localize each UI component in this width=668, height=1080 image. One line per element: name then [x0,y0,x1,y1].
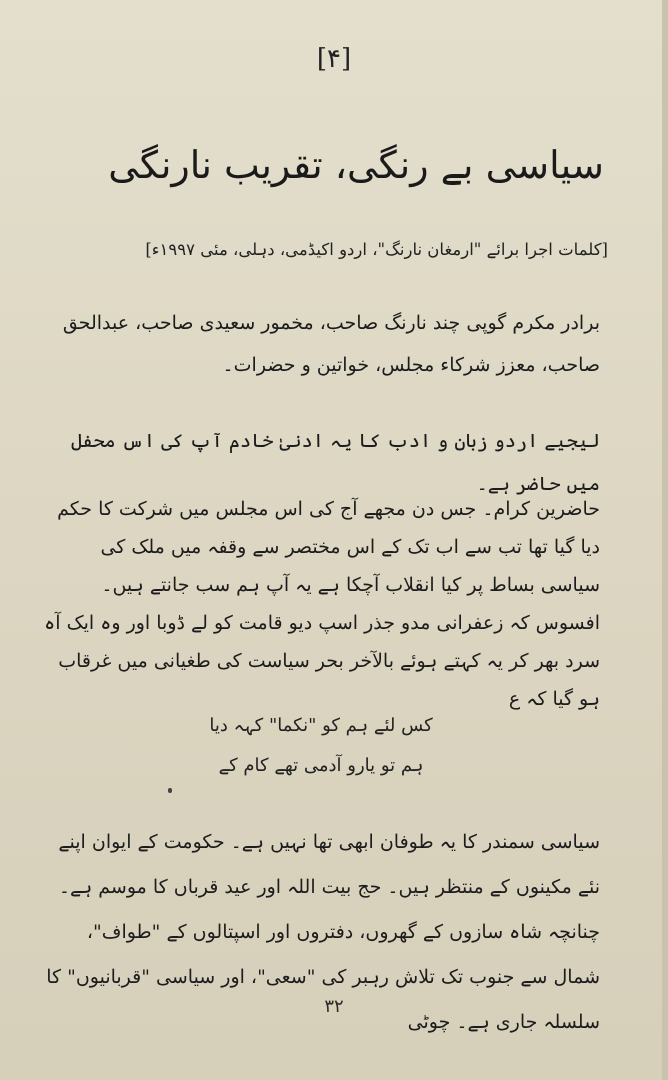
verse-line-2: ہم تو یارو آدمی تھے کام کے [218,755,424,776]
salutation-text: برادر مکرم گوپی چند نارنگ صاحب، مخمور سعیدی صاحب، عبدالحق صاحب، معزز شرکاء مجلس، خواتین و حضرات۔ [62,312,600,376]
main-paragraph [40,490,600,718]
verse-line-1: کس لئے ہم کو "نکما" کہہ دیا [209,715,433,736]
occasion-note: [کلمات اجرا برائے "ارمغان نارنگ"، اردو اکیڈمی، دہلی، مئی ۱۹۹۷ء] [145,240,608,259]
ink-speck [168,788,172,793]
chapter-number: [۴] [316,44,352,74]
chapter-title: سیاسی بے رنگی، تقریب نارنگی [108,143,604,187]
main-text: حاضرین کرام۔ جس دن مجھے آج کی اس مجلس میں شرکت کا حکم دیا گیا تھا تب سے اب تک کے اس مختصر سے وقفہ میں ملک کی سیاسی بساط پر کیا انقلاب آچکا ہے یہ آپ ہم سب جانتے ہیں۔ افسوس کہ زعفرانی مدو جذر اسپ دیو قامت کو لے ڈوبا اور وہ ایک آہ سرد بھر کر یہ کہتے ہوئے بالآخر بحر سیاست کی طغیانی میں غرقاب ہو گیا کہ ع [44,498,600,710]
closing-text: سیاسی سمندر کا یہ طوفان ابھی تھا نہیں ہے۔ حکومت کے ایوان اپنے نئے مکینوں کے منتظر ہیں۔ حج بیت اللہ اور عید قرباں کا موسم ہے۔ چنانچہ شاہ سازوں کے گھروں، دفتروں اور اسپتالوں کے "طواف"، شمال سے جنوب تک تلاش رہبر کی "سعی"، اور سیاسی "قربانیوں" کا سلسلہ جاری ہے۔ چوٹی [46,831,600,1033]
page-edge [662,0,668,1080]
page-number: ۳۲ [324,996,344,1017]
verse-couplet [196,706,446,786]
salutation-paragraph [40,302,600,386]
intro-text: لیجیے اردو زبان و ادب کا یہ ادنیٰ خادم آپ کی اس محفل میں حاضر ہے۔ [71,430,600,495]
